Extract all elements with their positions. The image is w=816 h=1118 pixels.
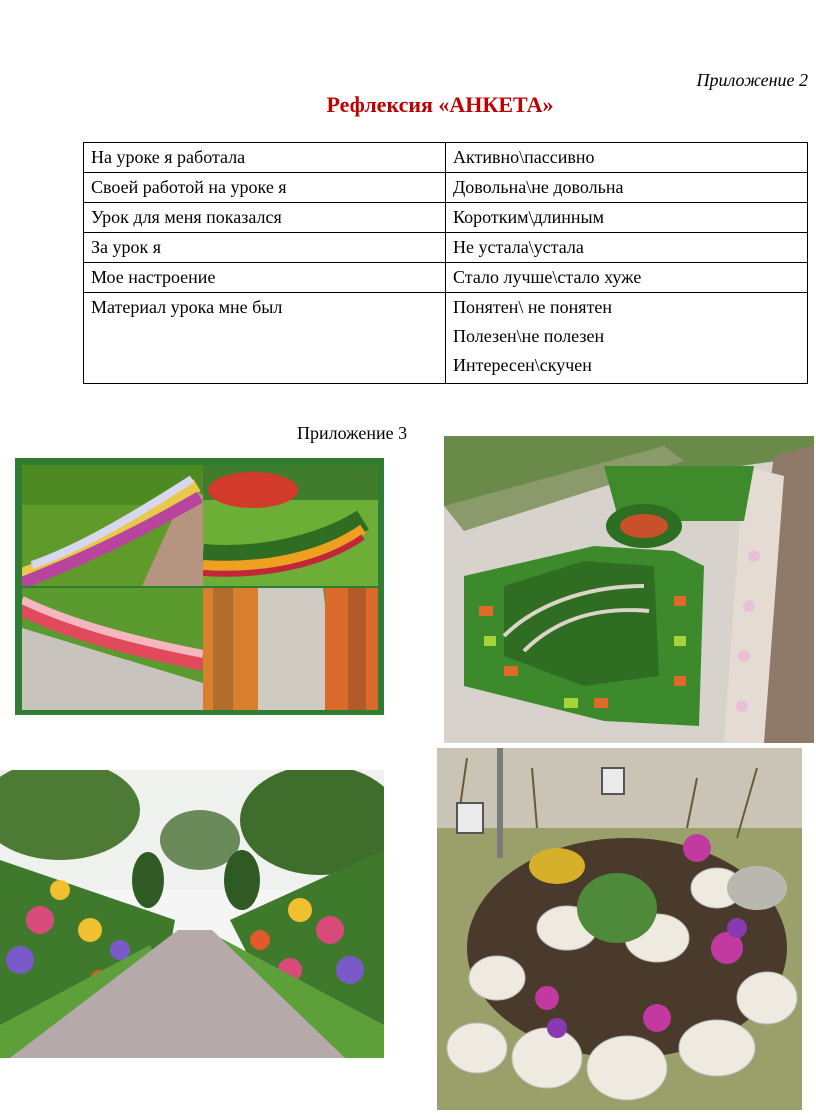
question-cell: Мое настроение xyxy=(84,263,446,293)
collage-tile xyxy=(22,588,203,710)
table-row xyxy=(84,173,808,203)
answer-cell: Коротким\длинным xyxy=(446,203,808,233)
question-cell: За урок я xyxy=(84,233,446,263)
survey-table xyxy=(83,142,808,384)
appendix-2-label: Приложение 2 xyxy=(696,70,808,90)
collage-tile xyxy=(203,588,378,710)
question-cell: Своей работой на уроке я xyxy=(84,173,446,203)
answer-cell: Активно\пассивно xyxy=(446,143,808,173)
flowerbed-collage-image xyxy=(15,458,384,715)
table-row xyxy=(84,143,808,173)
answer-line: Интересен\скучен xyxy=(453,355,592,375)
answer-cell: Не устала\устала xyxy=(446,233,808,263)
question-cell: Урок для меня показался xyxy=(84,203,446,233)
collage-tile xyxy=(203,465,378,586)
table-row xyxy=(84,203,808,233)
appendix-3-label: Приложение 3 xyxy=(297,423,408,443)
answer-cell: Довольна\не довольна xyxy=(446,173,808,203)
question-cell: На уроке я работала xyxy=(84,143,446,173)
table-row xyxy=(84,293,808,384)
parterre-garden-image xyxy=(444,436,814,743)
answer-cell xyxy=(446,293,808,384)
table-row xyxy=(84,233,808,263)
question-cell: Материал урока мне был xyxy=(84,293,446,384)
answer-line: Понятен\ не понятен xyxy=(453,297,613,317)
page-title: Рефлексия «АНКЕТА» xyxy=(326,92,554,117)
answer-cell: Стало лучше\стало хуже xyxy=(446,263,808,293)
collage-tile xyxy=(22,465,203,586)
answer-line: Полезен\не полезен xyxy=(453,326,605,346)
garden-path-image xyxy=(0,770,384,1058)
table-row xyxy=(84,263,808,293)
rock-garden-image xyxy=(437,748,802,1110)
